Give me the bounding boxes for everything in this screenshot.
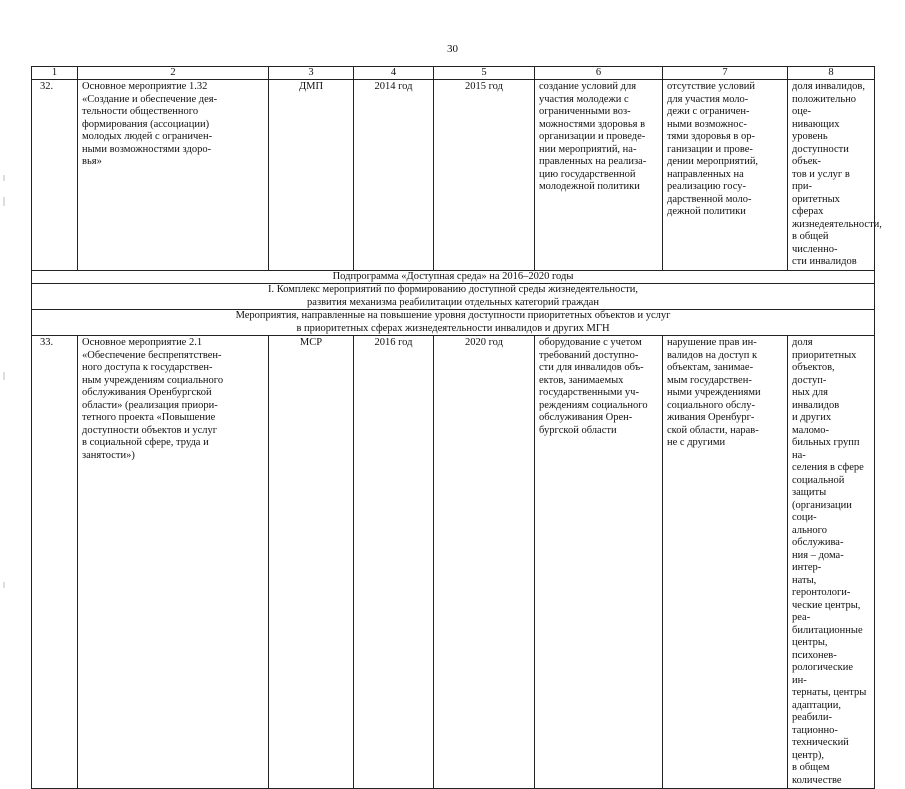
header-col-8: 8 <box>788 67 875 80</box>
header-col-5: 5 <box>434 67 535 80</box>
header-col-6: 6 <box>535 67 663 80</box>
executor-cell: ДМП <box>269 80 354 271</box>
expected-result-cell: оборудование с учетом требований доступно- сти для инвалидов объ- ектов, занимаемых государственными уч- реждениям социального обслуживания Орен- бургской области <box>535 336 663 789</box>
end-year-cell: 2020 год <box>434 336 535 789</box>
header-col-2: 2 <box>78 67 269 80</box>
start-year-cell: 2014 год <box>354 80 434 271</box>
executor-cell: МСР <box>269 336 354 789</box>
header-col-7: 7 <box>663 67 788 80</box>
header-col-1: 1 <box>32 67 78 80</box>
subprogram-title: Подпрограмма «Доступная среда» на 2016–2020 годы <box>32 270 875 284</box>
start-year-cell: 2016 год <box>354 336 434 789</box>
expected-result-cell: создание условий для участия молодежи с ограниченными воз- можностями здоровья в организации и проведе- нии мероприятий, на- правленных на реализа- цию государственной молодежной политики <box>535 80 663 271</box>
row-number: 32. <box>32 80 78 271</box>
row-number: 33. <box>32 336 78 789</box>
indicator-cell: доля приоритетных объектов, доступ- ных для инвалидов и других маломо- бильных групп на- селения в сфере социальной защиты (организации соци- ального обслужива- ния – дома-интер- наты, геронтологи- ческие центры, реа- билитационные центры, психонев- рологические ин- тернаты, центры адаптации, реабили- тационно- технический центр), в общем количестве <box>788 336 875 789</box>
section-title-2: Мероприятия, направленные на повышение уровня доступности приоритетных объектов и услуг в приоритетных сферах жизнедеятельности инвалидов и других МГН <box>32 310 875 336</box>
header-col-4: 4 <box>354 67 434 80</box>
event-cell: Основное мероприятие 2.1 «Обеспечение беспрепятствен- ного доступа к государствен- ным учреждениям социального обслуживания Оренбургской области» (реализация приори- тетного проекта «Повышение доступности объектов и услуг в социальной сфере, труда и занятости») <box>78 336 269 789</box>
consequence-cell: отсутствие условий для участия моло- дежи с ограничен- ными возможнос- тями здоровья в ор- ганизации и прове- дении мероприятий, направленных на реализацию госу- дарственной моло- дежной политики <box>663 80 788 271</box>
consequence-cell: нарушение прав ин- валидов на доступ к объектам, занимае- мым государствен- ными учреждениями социального обслу- живания Оренбург- ской области, нарав- не с другими <box>663 336 788 789</box>
indicator-cell: доля инвалидов, положительно оце- нивающих уровень доступности объек- тов и услуг в при- оритетных сферах жизнедеятельности, в общей численно- сти инвалидов <box>788 80 875 271</box>
end-year-cell: 2015 год <box>434 80 535 271</box>
header-col-3: 3 <box>269 67 354 80</box>
event-cell: Основное мероприятие 1.32 «Создание и обеспечение дея- тельности общественного формирования (ассоциации) молодых людей с ограничен- ными возможностями здоро- вья» <box>78 80 269 271</box>
section-title-1: I. Комплекс мероприятий по формированию доступной среды жизнедеятельности, развития механизма реабилитации отдельных категорий граждан <box>32 284 875 310</box>
page-number: 30 <box>447 43 458 55</box>
